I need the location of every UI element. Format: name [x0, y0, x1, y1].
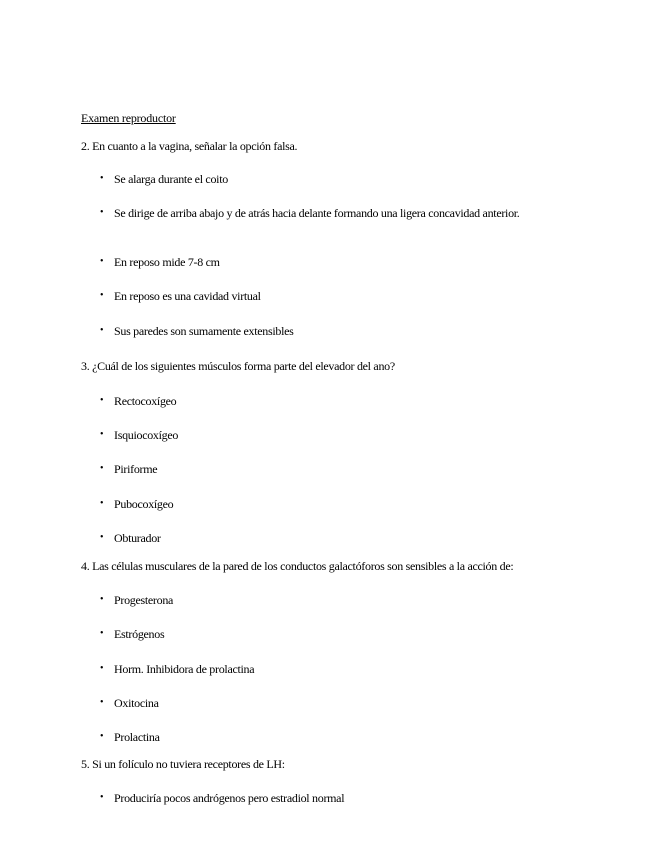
- bullet-icon: •: [100, 532, 104, 543]
- question-5-option-1: [100, 791, 344, 805]
- bullet-icon: •: [100, 395, 104, 406]
- question-3-option-1: [100, 394, 176, 408]
- option-text: Obturador: [114, 531, 161, 545]
- option-text: En reposo es una cavidad virtual: [114, 289, 261, 303]
- option-text: Isquiocoxígeo: [114, 428, 179, 442]
- bullet-icon: •: [100, 731, 104, 742]
- option-text: Rectocoxígeo: [114, 394, 177, 408]
- question-2-option-1: [100, 172, 228, 186]
- option-text: Oxitocina: [114, 696, 159, 710]
- question-4-option-5: [100, 730, 160, 744]
- bullet-icon: •: [100, 628, 104, 639]
- option-text: Progesterona: [114, 593, 174, 607]
- question-3-option-2: [100, 428, 178, 442]
- option-text: Sus paredes son sumamente extensibles: [114, 324, 294, 338]
- option-text: En reposo mide 7-8 cm: [114, 255, 220, 269]
- option-text: Estrógenos: [114, 627, 165, 641]
- question-2-option-2: [100, 206, 584, 220]
- option-text: Se dirige de arriba abajo y de atrás hacia delante formando una ligera concavidad anterior.: [114, 206, 520, 220]
- question-5: 5. Si un folículo no tuviera receptores de LH:: [81, 757, 285, 771]
- question-3: 3. ¿Cuál de los siguientes músculos forma parte del elevador del ano?: [81, 359, 395, 373]
- question-3-option-3: [100, 462, 157, 476]
- bullet-icon: •: [100, 663, 104, 674]
- question-4-option-3: [100, 662, 254, 676]
- question-4-option-1: [100, 593, 173, 607]
- bullet-icon: •: [100, 498, 104, 509]
- question-2-option-4: [100, 289, 261, 303]
- document-title: Examen reproductor: [81, 111, 176, 125]
- bullet-icon: •: [100, 207, 104, 218]
- bullet-icon: •: [100, 173, 104, 184]
- option-text: Prolactina: [114, 730, 160, 744]
- question-4-option-4: [100, 696, 159, 710]
- question-2-option-3: [100, 255, 220, 269]
- bullet-icon: •: [100, 429, 104, 440]
- bullet-icon: •: [100, 325, 104, 336]
- bullet-icon: •: [100, 792, 104, 803]
- bullet-icon: •: [100, 463, 104, 474]
- question-2-option-5: [100, 324, 294, 338]
- option-text: Se alarga durante el coito: [114, 172, 228, 186]
- question-4: 4. Las células musculares de la pared de los conductos galactóforos son sensibles a la acción de:: [81, 559, 514, 573]
- bullet-icon: •: [100, 256, 104, 267]
- option-text: Pubocoxígeo: [114, 497, 174, 511]
- question-2: 2. En cuanto a la vagina, señalar la opción falsa.: [81, 139, 298, 153]
- bullet-icon: •: [100, 594, 104, 605]
- question-4-option-2: [100, 627, 164, 641]
- question-3-option-4: [100, 497, 173, 511]
- option-text: Piriforme: [114, 462, 158, 476]
- option-text: Horm. Inhibidora de prolactina: [114, 662, 255, 676]
- bullet-icon: •: [100, 697, 104, 708]
- option-text: Produciría pocos andrógenos pero estradiol normal: [114, 791, 345, 805]
- question-3-option-5: [100, 531, 161, 545]
- bullet-icon: •: [100, 290, 104, 301]
